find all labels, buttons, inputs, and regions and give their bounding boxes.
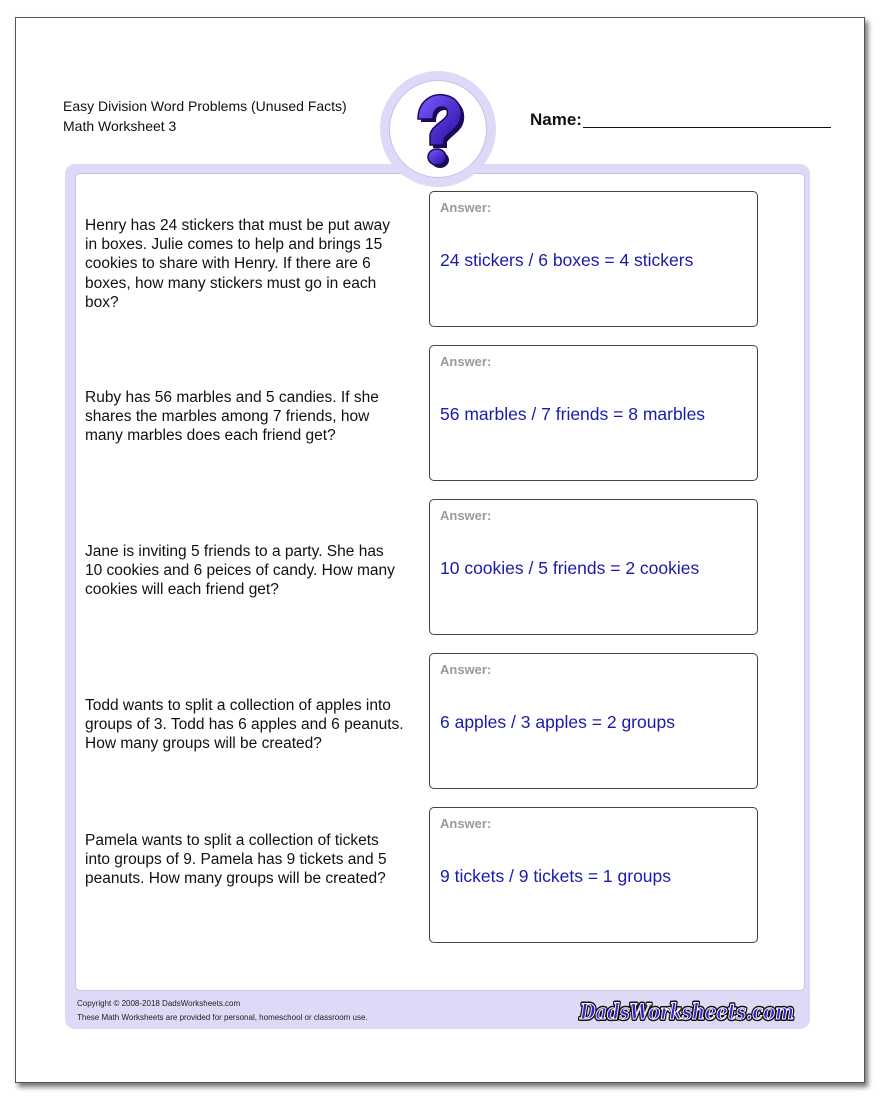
answer-label: Answer: bbox=[440, 816, 492, 831]
answer-label: Answer: bbox=[440, 662, 492, 677]
answer-label: Answer: bbox=[440, 508, 492, 523]
brand-logo[interactable] bbox=[576, 992, 798, 1033]
footer-usage: These Math Worksheets are provided for personal, homeschool or classroom use. bbox=[77, 1013, 368, 1022]
brand-logo-icon bbox=[576, 992, 798, 1028]
answer-text: 24 stickers / 6 boxes = 4 stickers bbox=[440, 250, 694, 270]
answer-label: Answer: bbox=[440, 200, 492, 215]
worksheet-heading bbox=[63, 96, 347, 136]
question-text: Jane is inviting 5 friends to a party. She has 10 cookies and 6 peices of candy. How many cookies will each friend get? bbox=[85, 543, 395, 599]
answer-text: 9 tickets / 9 tickets = 1 groups bbox=[440, 866, 672, 886]
brand-logo-shadow: DadsWorksheets.com bbox=[579, 999, 794, 1024]
question-mark-icon bbox=[390, 81, 486, 177]
brand-logo-text: DadsWorksheets.com bbox=[579, 999, 794, 1024]
footer-copyright: Copyright © 2008-2018 DadsWorksheets.com bbox=[77, 999, 241, 1008]
question-text: Pamela wants to split a collection of tickets into groups of 9. Pamela has 9 tickets and 5 peanuts. How many groups will be created? bbox=[85, 832, 387, 888]
answer-box bbox=[429, 345, 758, 481]
answer-text: 10 cookies / 5 friends = 2 cookies bbox=[440, 558, 700, 578]
answer-box bbox=[429, 653, 758, 789]
answer-text: 6 apples / 3 apples = 2 groups bbox=[440, 712, 675, 732]
answer-text: 56 marbles / 7 friends = 8 marbles bbox=[440, 404, 706, 424]
answer-box bbox=[429, 807, 758, 943]
name-field[interactable] bbox=[583, 127, 831, 128]
worksheet-subtitle: Math Worksheet 3 bbox=[63, 118, 177, 134]
answer-box bbox=[429, 499, 758, 635]
worksheet-title: Easy Division Word Problems (Unused Facts) bbox=[63, 98, 347, 114]
answer-label: Answer: bbox=[440, 354, 492, 369]
logo-badge-inner bbox=[389, 80, 487, 178]
name-label: Name: bbox=[530, 110, 582, 129]
logo-badge bbox=[380, 71, 496, 187]
question-text: Henry has 24 stickers that must be put away in boxes. Julie comes to help and brings 15 cookies to share with Henry. If there are 6 boxes, how many stickers must go in each box? bbox=[85, 217, 390, 311]
question-text: Todd wants to split a collection of apples into groups of 3. Todd has 6 apples and 6 peanuts. How many groups will be created? bbox=[85, 697, 404, 753]
answer-box bbox=[429, 191, 758, 327]
question-text: Ruby has 56 marbles and 5 candies. If she shares the marbles among 7 friends, how many marbles does each friend get? bbox=[85, 389, 379, 445]
